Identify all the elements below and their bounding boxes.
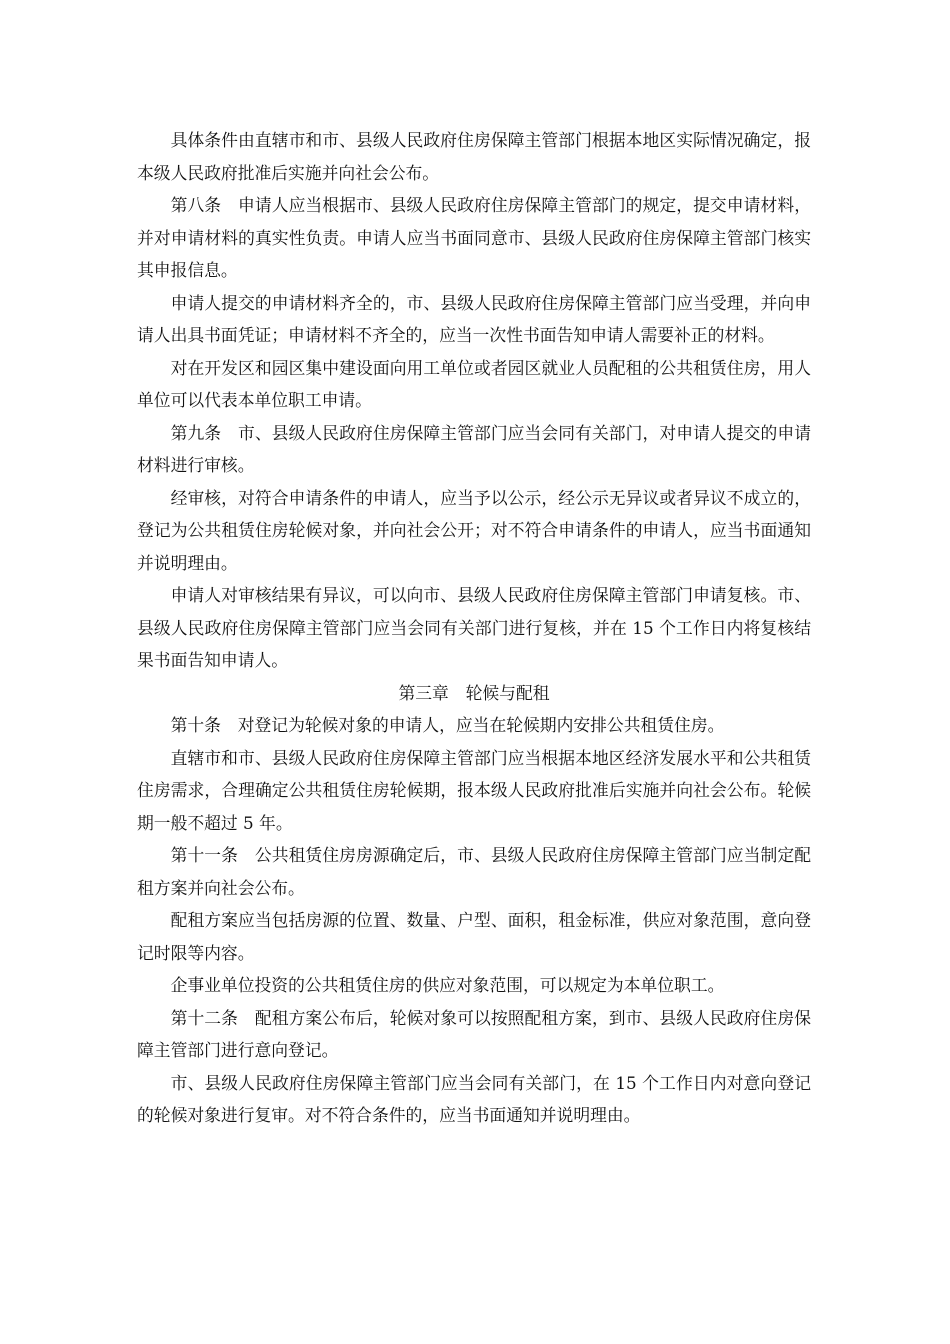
paragraph: 具体条件由直辖市和市、县级人民政府住房保障主管部门根据本地区实际情况确定，报本级人民政府批准后实施并向社会公布。 xyxy=(137,130,811,183)
paragraph: 市、县级人民政府住房保障主管部门应当会同有关部门，在 15 个工作日内对意向登记的轮候对象进行复审。对不符合条件的，应当书面通知并说明理由。 xyxy=(137,1072,811,1125)
paragraph: 企事业单位投资的公共租赁住房的供应对象范围，可以规定为本单位职工。 xyxy=(170,975,725,995)
paragraph: 直辖市和市、县级人民政府住房保障主管部门应当根据本地区经济发展水平和公共租赁住房需求，合理确定公共租赁住房轮候期，报本级人民政府批准后实施并向社会公布。轮候期一般不超过 5 年。 xyxy=(137,747,811,833)
article-11-paragraph: 第十一条 公共租赁住房房源确定后，市、县级人民政府住房保障主管部门应当制定配租方案并向社会公布。 xyxy=(137,845,811,898)
paragraph: 申请人提交的申请材料齐全的，市、县级人民政府住房保障主管部门应当受理，并向申请人出具书面凭证；申请材料不齐全的，应当一次性书面告知申请人需要补正的材料。 xyxy=(137,292,811,345)
article-8-paragraph: 第八条 申请人应当根据市、县级人民政府住房保障主管部门的规定，提交申请材料，并对申请材料的真实性负责。申请人应当书面同意市、县级人民政府住房保障主管部门核实其申报信息。 xyxy=(137,195,811,280)
paragraph: 对在开发区和园区集中建设面向用工单位或者园区就业人员配租的公共租赁住房，用人单位可以代表本单位职工申请。 xyxy=(137,357,811,410)
paragraph: 配租方案应当包括房源的位置、数量、户型、面积，租金标准，供应对象范围，意向登记时限等内容。 xyxy=(137,910,811,963)
article-10-paragraph: 第十条 对登记为轮候对象的申请人，应当在轮候期内安排公共租赁住房。 xyxy=(170,715,725,735)
document-body xyxy=(137,124,811,1132)
paragraph: 经审核，对符合申请条件的申请人，应当予以公示，经公示无异议或者异议不成立的，登记为公共租赁住房轮候对象，并向社会公开；对不符合申请条件的申请人，应当书面通知并说明理由。 xyxy=(137,487,811,573)
article-12-paragraph: 第十二条 配租方案公布后，轮候对象可以按照配租方案，到市、县级人民政府住房保障主管部门进行意向登记。 xyxy=(137,1007,811,1060)
article-9-paragraph: 第九条 市、县级人民政府住房保障主管部门应当会同有关部门，对申请人提交的申请材料进行审核。 xyxy=(137,422,811,475)
chapter-heading: 第三章 轮候与配租 xyxy=(398,682,550,703)
paragraph: 申请人对审核结果有异议，可以向市、县级人民政府住房保障主管部门申请复核。市、县级人民政府住房保障主管部门应当会同有关部门进行复核，并在 15 个工作日内将复核结果书面告知申请人。 xyxy=(137,585,811,670)
